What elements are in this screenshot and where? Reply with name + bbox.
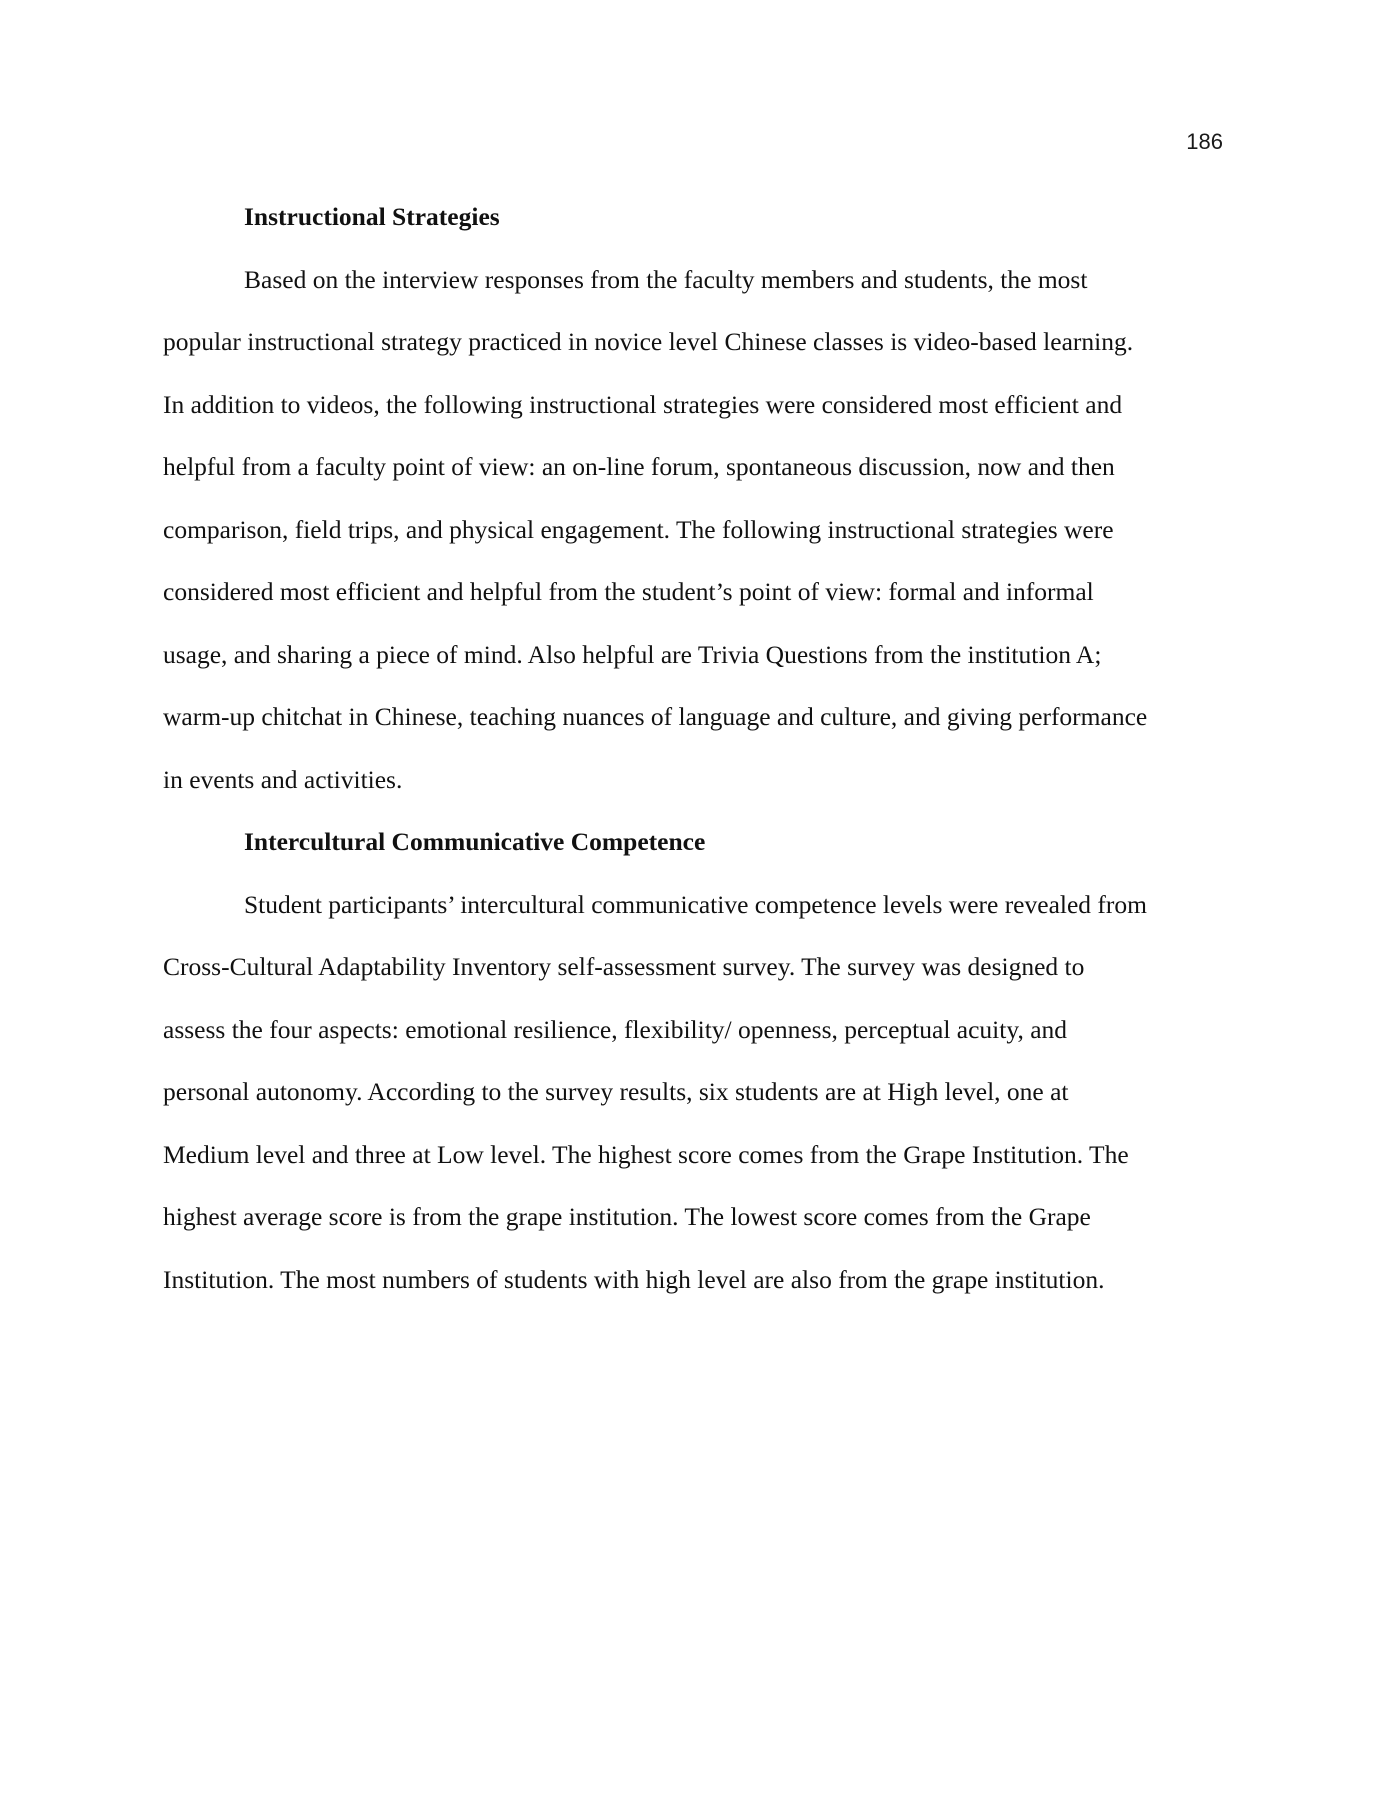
page-number: 186 bbox=[1186, 129, 1223, 154]
text-line: Student participants’ intercultural communicative competence levels were revealed from bbox=[244, 889, 1147, 919]
text-line: considered most efficient and helpful from the student’s point of view: formal and informal bbox=[163, 577, 1094, 606]
paragraph-instructional-strategies bbox=[163, 249, 1225, 812]
text-line: In addition to videos, the following instructional strategies were considered most efficient and bbox=[163, 389, 1123, 419]
section-heading-instructional-strategies: Instructional Strategies bbox=[244, 202, 500, 231]
text-line: Based on the interview responses from the faculty members and students, the most bbox=[244, 264, 1088, 294]
paragraph-intercultural-communicative-competence bbox=[163, 874, 1225, 1312]
text-line: Cross-Cultural Adaptability Inventory self-assessment survey. The survey was designed to bbox=[163, 952, 1085, 981]
document-body bbox=[163, 186, 1225, 1311]
text-line: personal autonomy. According to the survey results, six students are at High level, one at bbox=[163, 1077, 1069, 1106]
text-line: helpful from a faculty point of view: an on-line forum, spontaneous discussion, now and then bbox=[163, 452, 1115, 481]
text-line: assess the four aspects: emotional resilience, flexibility/ openness, perceptual acuity, and bbox=[163, 1014, 1068, 1044]
text-line: highest average score is from the grape institution. The lowest score comes from the Grape bbox=[163, 1202, 1091, 1231]
text-line: usage, and sharing a piece of mind. Also helpful are Trivia Questions from the institution A; bbox=[163, 639, 1102, 669]
text-line: warm-up chitchat in Chinese, teaching nuances of language and culture, and giving performance bbox=[163, 702, 1148, 731]
text-line: Institution. The most numbers of students with high level are also from the grape institution. bbox=[163, 1264, 1105, 1294]
section-heading-intercultural-communicative-competence: Intercultural Communicative Competence bbox=[244, 827, 706, 856]
text-line: comparison, field trips, and physical engagement. The following instructional strategies were bbox=[163, 514, 1114, 544]
text-line: in events and activities. bbox=[163, 764, 403, 794]
text-line: Medium level and three at Low level. The highest score comes from the Grape Institution. The bbox=[163, 1139, 1129, 1169]
text-line: popular instructional strategy practiced in novice level Chinese classes is video-based learning. bbox=[163, 327, 1134, 356]
